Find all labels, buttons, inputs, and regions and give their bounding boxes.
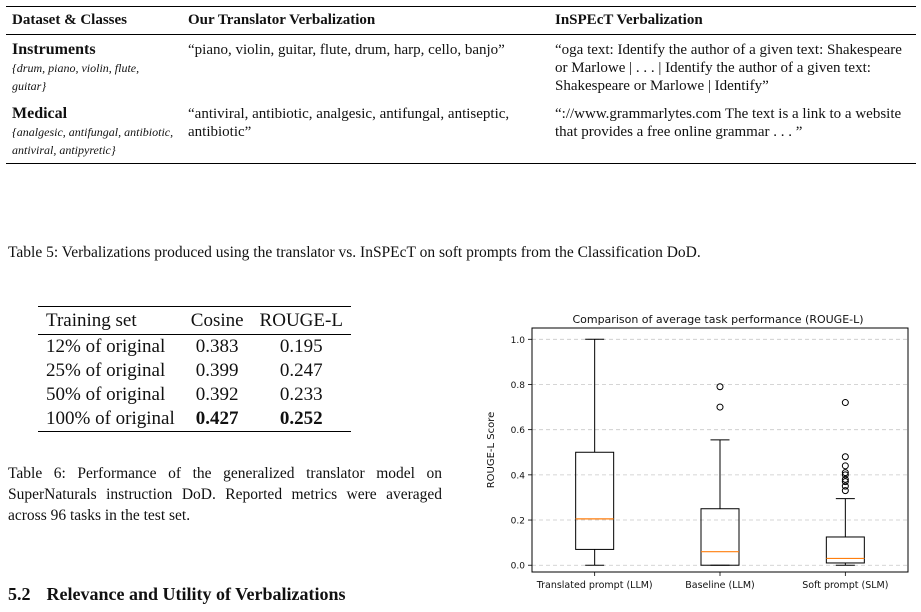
x-axis-ticks [536,572,889,591]
section-title: Relevance and Utility of Verbalizations [46,584,346,604]
cosine-cell: 0.392 [195,384,239,405]
table-5 [6,6,916,164]
outlier-point [842,463,848,469]
cosine-cell: 0.383 [195,336,239,357]
training-set-cell: 50% of original [46,384,166,405]
x-tick-label: Translated prompt (LLM) [536,580,653,591]
table-5-header-dataset: Dataset & Classes [12,12,127,28]
translator-verbalization: “piano, violin, guitar, flute, drum, harp, cello, banjo” [188,42,505,58]
box-body [701,509,739,565]
table-5-caption: Table 5: Verbalizations produced using the translator vs. InSPEcT on soft prompts from the Classification DoD. [8,244,701,261]
inspect-verbalization: “oga text: Identify the author of a given text: Shakespeare or Marlowe | . . . | Identify the author of a given text: Shakespeare or Marlowe | Identify” [555,42,902,94]
y-tick-label: 0.6 [510,426,525,437]
outlier-point [842,400,848,406]
dataset-name: Medical [12,105,68,122]
table-6-header-row [38,307,351,335]
table-6-caption: Table 6: Performance of the generalized translator model on SuperNaturals instruction DoD. Reported metrics were averaged across 96 tasks in the test set. [8,465,442,524]
translator-verbalization: “antiviral, antibiotic, analgesic, antifungal, antiseptic, antibiotic” [188,106,510,140]
y-axis-label: ROUGE-L Score [486,411,497,489]
section-heading [8,584,346,605]
y-tick-label: 0.2 [510,516,525,527]
box-group [701,384,739,565]
outlier-point [717,384,723,390]
table-row [38,383,351,407]
dataset-classes: {drum, piano, violin, flute, guitar} [12,61,140,93]
y-tick-label: 0.4 [510,471,525,482]
table-row [6,99,916,164]
dataset-cell [6,35,182,100]
table-5-header-translator: Our Translator Verbalization [188,12,376,28]
x-tick-label: Baseline (LLM) [685,580,755,591]
rouge-cell: 0.195 [279,336,323,357]
y-tick-label: 0.8 [510,380,525,391]
boxes [576,339,865,565]
rouge-cell: 0.233 [279,384,323,405]
box-group [576,339,614,565]
section-number: 5.2 [8,584,31,604]
dataset-cell [6,99,182,164]
cosine-cell: 0.399 [195,360,239,381]
outlier-point [717,404,723,410]
table-6 [38,306,351,432]
y-tick-label: 0.0 [510,561,525,572]
training-set-cell: 25% of original [46,360,166,381]
table-row [38,335,351,360]
table-6-header-cosine: Cosine [190,310,244,331]
table-5-header-inspect: InSPEcT Verbalization [555,12,703,28]
box-group [826,400,864,566]
training-set-cell: 100% of original [46,408,175,429]
y-tick-label: 1.0 [510,335,525,346]
dataset-name: Instruments [12,41,96,58]
table-6-header-rouge: ROUGE-L [259,310,343,331]
rouge-cell: 0.252 [279,408,323,429]
y-axis-ticks [511,336,532,572]
boxplot-chart [478,306,914,604]
cosine-cell: 0.427 [195,408,239,429]
box-body [826,537,864,563]
inspect-verbalization: “://www.grammarlytes.com The text is a link to a website that provides a free online grammar . . . ” [555,106,902,140]
table-5-header-row [6,7,916,35]
dataset-classes: {analgesic, antifungal, antibiotic, antiviral, antipyretic} [12,125,174,157]
x-tick-label: Soft prompt (SLM) [802,580,889,591]
chart-title: Comparison of average task performance (ROUGE-L) [572,313,864,326]
outlier-point [842,454,848,460]
table-row [38,407,351,432]
table-6-header-training-set: Training set [46,310,137,331]
table-row [6,35,916,100]
rouge-cell: 0.247 [279,360,323,381]
box-body [576,452,614,549]
table-row [38,359,351,383]
training-set-cell: 12% of original [46,336,166,357]
